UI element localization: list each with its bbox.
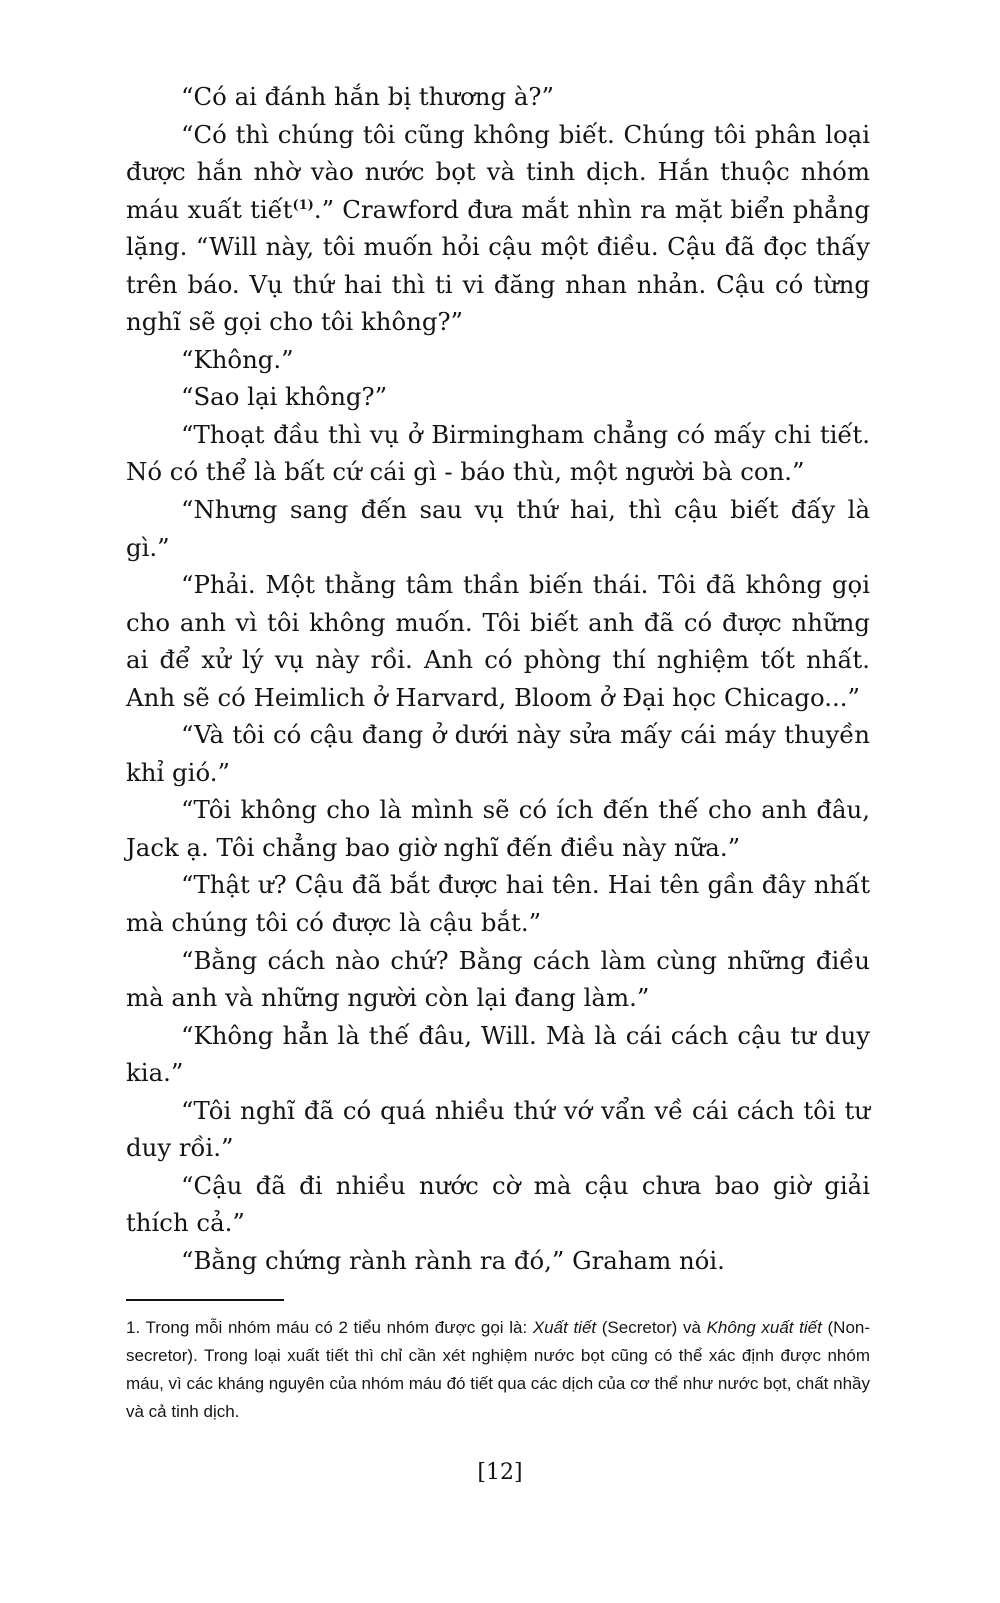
- footnote-text: (Non-secretor). Trong loại xuất tiết thì chỉ cần xét nghiệm nước bọt cũng có thể xác định được nhóm máu, vì các kháng nguyên của nhóm máu đó tiết qua các dịch của cơ thể như nước bọt, chất nhầy và cả tinh dịch.: [126, 1318, 871, 1421]
- footnote: [126, 1314, 870, 1426]
- paragraph: “Bằng chứng rành rành ra đó,” Graham nói.: [181, 1245, 725, 1275]
- paragraph: “Và tôi có cậu đang ở dưới này sửa mấy cái máy thuyền khỉ gió.”: [126, 720, 870, 787]
- paragraph: “Cậu đã đi nhiều nước cờ mà cậu chưa bao giờ giải thích cả.”: [126, 1170, 870, 1238]
- paragraph: “Thật ư? Cậu đã bắt được hai tên. Hai tên gần đây nhất mà chúng tôi có được là cậu bắt.”: [126, 870, 870, 938]
- paragraph: “Tôi nghĩ đã có quá nhiều thứ vớ vẩn về cái cách tôi tư duy rồi.”: [126, 1095, 870, 1163]
- paragraph: “Có ai đánh hắn bị thương à?”: [181, 82, 554, 111]
- page-number: [12]: [477, 1460, 523, 1485]
- footnote-text: 1. Trong mỗi nhóm máu có 2 tiểu nhóm được gọi là:: [126, 1318, 533, 1337]
- paragraph: “Không hẳn là thế đâu, Will. Mà là cái cách cậu tư duy kia.”: [126, 1020, 870, 1088]
- footnote-divider: [126, 1299, 284, 1301]
- paragraph-text: “Có thì chúng tôi cũng không biết. Chúng tôi phân loại được hắn nhờ vào nước bọt và tinh dịch. Hắn thuộc nhóm máu xuất tiết: [126, 119, 870, 224]
- paragraph: “Bằng cách nào chứ? Bằng cách làm cùng những điều mà anh và những người còn lại đang làm.”: [126, 945, 870, 1013]
- paragraph: “Không.”: [181, 344, 294, 374]
- paragraph: “Nhưng sang đến sau vụ thứ hai, thì cậu biết đấy là gì.”: [126, 495, 870, 562]
- paragraph: “Tôi không cho là mình sẽ có ích đến thế cho anh đâu, Jack ạ. Tôi chẳng bao giờ nghĩ đến điều này nữa.”: [126, 795, 870, 862]
- footnote-term: Xuất tiết: [532, 1318, 597, 1337]
- paragraph: “Sao lại không?”: [181, 382, 388, 412]
- paragraph-text: .” Crawford đưa mắt nhìn ra mặt biển phẳng lặng. “Will này, tôi muốn hỏi cậu một điều. Cậu đã đọc thấy trên báo. Vụ thứ hai thì ti vi đăng nhan nhản. Cậu có từng nghĩ sẽ gọi cho tôi không?”: [126, 194, 870, 337]
- footnote-term: Không xuất tiết: [706, 1318, 822, 1337]
- footnote-reference[interactable]: (1): [292, 197, 314, 213]
- paragraph: [126, 116, 870, 341]
- footnote-text: (Secretor) và: [596, 1318, 707, 1337]
- paragraph: “Thoạt đầu thì vụ ở Birmingham chẳng có mấy chi tiết. Nó có thể là bất cứ cái gì - báo thù, một người bà con.”: [126, 419, 870, 487]
- body-text: [126, 78, 870, 1280]
- paragraph: “Phải. Một thằng tâm thần biến thái. Tôi đã không gọi cho anh vì tôi không muốn. Tôi biết anh đã có được những ai để xử lý vụ này rồi. Anh có phòng thí nghiệm tốt nhất. Anh sẽ có Heimlich ở Harvard, Bloom ở Đại học Chicago...”: [126, 570, 870, 712]
